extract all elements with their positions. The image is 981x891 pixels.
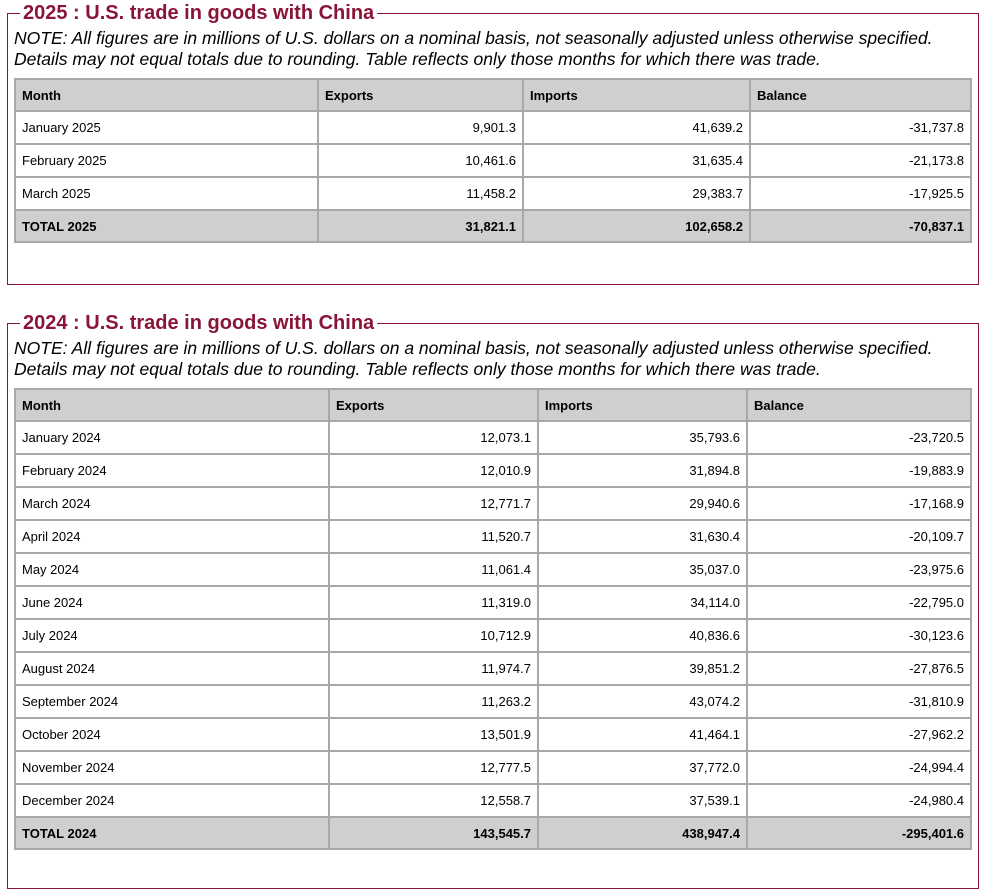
table-row — [15, 685, 971, 718]
header-balance: Balance — [747, 389, 971, 421]
cell-exports: 12,777.5 — [329, 751, 538, 784]
total-cell-imports: 102,658.2 — [523, 210, 750, 242]
cell-balance: -24,980.4 — [747, 784, 971, 817]
total-cell-exports: 31,821.1 — [318, 210, 523, 242]
cell-balance: -17,925.5 — [750, 177, 971, 210]
cell-exports: 12,771.7 — [329, 487, 538, 520]
cell-month: February 2025 — [15, 144, 318, 177]
cell-month: January 2024 — [15, 421, 329, 454]
section-title: 2024 : U.S. trade in goods with China — [23, 312, 375, 334]
note-line-1: NOTE: All figures are in millions of U.S. dollars on a nominal basis, not seasonally adjusted unless otherwise specified. — [14, 28, 933, 48]
cell-imports: 31,894.8 — [538, 454, 747, 487]
trade-table-2025 — [14, 78, 972, 243]
cell-exports: 13,501.9 — [329, 718, 538, 751]
cell-imports: 31,635.4 — [523, 144, 750, 177]
cell-balance: -31,737.8 — [750, 111, 971, 144]
cell-month: July 2024 — [15, 619, 329, 652]
note-text — [14, 28, 972, 70]
cell-balance: -19,883.9 — [747, 454, 971, 487]
cell-balance: -23,720.5 — [747, 421, 971, 454]
cell-exports: 11,061.4 — [329, 553, 538, 586]
cell-imports: 34,114.0 — [538, 586, 747, 619]
cell-imports: 37,539.1 — [538, 784, 747, 817]
table-row — [15, 718, 971, 751]
cell-balance: -27,962.2 — [747, 718, 971, 751]
trade-section-2025 — [7, 1, 979, 285]
cell-imports: 39,851.2 — [538, 652, 747, 685]
cell-month: January 2025 — [15, 111, 318, 144]
cell-imports: 37,772.0 — [538, 751, 747, 784]
table-row — [15, 586, 971, 619]
cell-month: March 2025 — [15, 177, 318, 210]
cell-balance: -20,109.7 — [747, 520, 971, 553]
header-imports: Imports — [523, 79, 750, 111]
cell-month: May 2024 — [15, 553, 329, 586]
cell-imports: 40,836.6 — [538, 619, 747, 652]
table-header-row — [15, 389, 971, 421]
table-row — [15, 111, 971, 144]
table-row — [15, 454, 971, 487]
total-cell-balance: -295,401.6 — [747, 817, 971, 849]
cell-exports: 12,558.7 — [329, 784, 538, 817]
cell-exports: 11,520.7 — [329, 520, 538, 553]
header-exports: Exports — [318, 79, 523, 111]
trade-table-2024 — [14, 388, 972, 850]
cell-balance: -23,975.6 — [747, 553, 971, 586]
cell-imports: 43,074.2 — [538, 685, 747, 718]
cell-month: June 2024 — [15, 586, 329, 619]
cell-imports: 29,383.7 — [523, 177, 750, 210]
header-balance: Balance — [750, 79, 971, 111]
cell-exports: 12,010.9 — [329, 454, 538, 487]
cell-exports: 11,458.2 — [318, 177, 523, 210]
note-line-2: Details may not equal totals due to rounding. Table reflects only those months for which there was trade. — [14, 49, 821, 69]
table-row — [15, 144, 971, 177]
header-month: Month — [15, 79, 318, 111]
trade-section-2024 — [7, 311, 979, 889]
cell-month: December 2024 — [15, 784, 329, 817]
table-row — [15, 177, 971, 210]
table-row — [15, 619, 971, 652]
cell-imports: 31,630.4 — [538, 520, 747, 553]
note-text — [14, 338, 972, 380]
cell-exports: 11,974.7 — [329, 652, 538, 685]
cell-month: August 2024 — [15, 652, 329, 685]
cell-imports: 41,464.1 — [538, 718, 747, 751]
cell-month: October 2024 — [15, 718, 329, 751]
table-row — [15, 520, 971, 553]
total-cell-balance: -70,837.1 — [750, 210, 971, 242]
cell-exports: 10,712.9 — [329, 619, 538, 652]
table-row — [15, 487, 971, 520]
cell-imports: 41,639.2 — [523, 111, 750, 144]
cell-imports: 35,793.6 — [538, 421, 747, 454]
cell-balance: -17,168.9 — [747, 487, 971, 520]
table-header-row — [15, 79, 971, 111]
header-exports: Exports — [329, 389, 538, 421]
cell-month: February 2024 — [15, 454, 329, 487]
cell-balance: -30,123.6 — [747, 619, 971, 652]
cell-exports: 9,901.3 — [318, 111, 523, 144]
header-imports: Imports — [538, 389, 747, 421]
table-row — [15, 652, 971, 685]
cell-balance: -31,810.9 — [747, 685, 971, 718]
total-cell-imports: 438,947.4 — [538, 817, 747, 849]
table-row — [15, 553, 971, 586]
total-row — [15, 210, 971, 242]
table-row — [15, 421, 971, 454]
cell-balance: -24,994.4 — [747, 751, 971, 784]
cell-balance: -22,795.0 — [747, 586, 971, 619]
note-line-2: Details may not equal totals due to rounding. Table reflects only those months for which there was trade. — [14, 359, 821, 379]
cell-exports: 11,263.2 — [329, 685, 538, 718]
cell-month: March 2024 — [15, 487, 329, 520]
table-row — [15, 751, 971, 784]
cell-exports: 12,073.1 — [329, 421, 538, 454]
total-row — [15, 817, 971, 849]
section-title: 2025 : U.S. trade in goods with China — [23, 2, 375, 24]
cell-balance: -21,173.8 — [750, 144, 971, 177]
cell-month: April 2024 — [15, 520, 329, 553]
cell-month: September 2024 — [15, 685, 329, 718]
total-cell-month: TOTAL 2025 — [15, 210, 318, 242]
header-month: Month — [15, 389, 329, 421]
cell-exports: 10,461.6 — [318, 144, 523, 177]
cell-exports: 11,319.0 — [329, 586, 538, 619]
table-row — [15, 784, 971, 817]
cell-month: November 2024 — [15, 751, 329, 784]
cell-balance: -27,876.5 — [747, 652, 971, 685]
total-cell-exports: 143,545.7 — [329, 817, 538, 849]
total-cell-month: TOTAL 2024 — [15, 817, 329, 849]
cell-imports: 29,940.6 — [538, 487, 747, 520]
note-line-1: NOTE: All figures are in millions of U.S. dollars on a nominal basis, not seasonally adjusted unless otherwise specified. — [14, 338, 933, 358]
cell-imports: 35,037.0 — [538, 553, 747, 586]
